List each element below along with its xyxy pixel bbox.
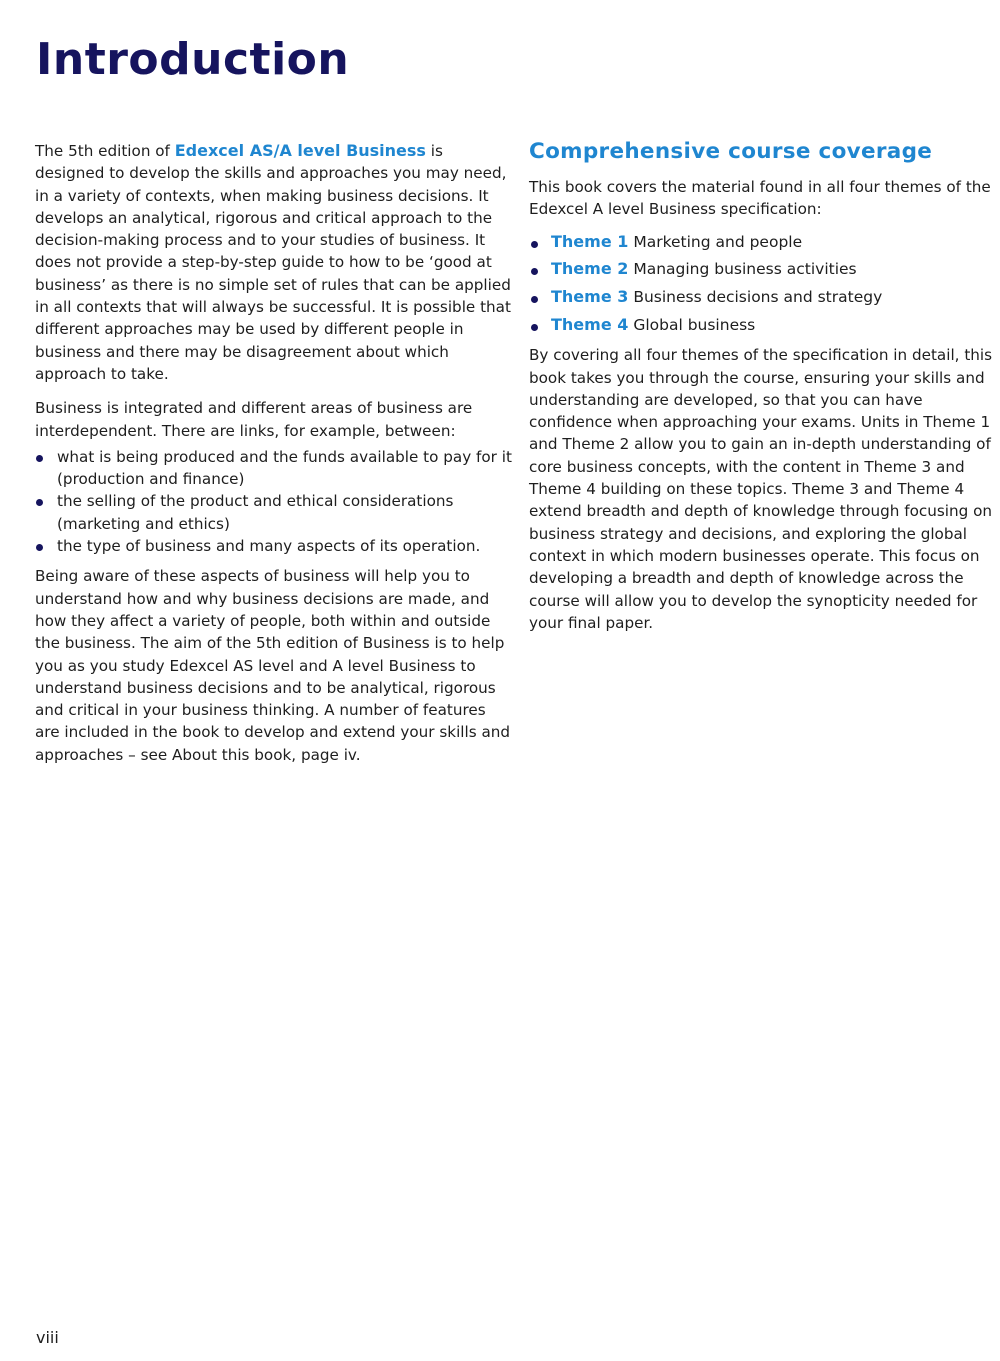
intro-suffix: is designed to develop the skills and approaches you may need, in a variety of contexts, when making business decisions. It develops an analytical, rigorous and critical approach to the decision-making process and to your studies of business. It does not provide a step-by-step guide to how to be ‘good at business’ as there is no simple set of rules that can be applied in all contexts that will always be successful. It is possible that different approaches may be used by different people in business and there may be disagreement about which approach to take. (35, 142, 511, 383)
theme-label: Theme 1 (551, 231, 629, 251)
page-title: Introduction (36, 34, 350, 85)
list-item-text: what is being produced and the funds available to pay for it (production and finance) (57, 447, 512, 489)
bullet-icon (531, 296, 538, 303)
links-paragraph: Business is integrated and different areas of business are interdependent. There are links, for example, between: (35, 399, 473, 440)
coverage-intro: This book covers the material found in all four themes of the Edexcel A level Business specification: (529, 178, 991, 219)
list-item-text: the selling of the product and ethical considerations (marketing and ethics) (57, 492, 454, 533)
theme-label: Theme 3 (551, 287, 629, 307)
list-item (35, 535, 513, 557)
links-list (35, 446, 513, 557)
theme-item-3 (529, 286, 1000, 308)
bullet-icon (531, 324, 538, 331)
theme-description: Managing business activities (633, 260, 857, 279)
theme-item-1 (529, 231, 1000, 253)
theme-item-2 (529, 258, 1000, 280)
theme-description: Business decisions and strategy (633, 288, 883, 307)
theme-label: Theme 4 (551, 314, 629, 334)
theme-item-4 (529, 314, 1000, 336)
right-column (529, 138, 1000, 646)
bullet-icon (36, 499, 43, 506)
bullet-icon (36, 455, 43, 462)
theme-description: Global business (633, 315, 756, 334)
list-item (35, 446, 513, 491)
intro-prefix: The 5th edition of (35, 142, 175, 160)
left-column (35, 140, 513, 778)
themes-list (529, 231, 1000, 337)
book-title: Edexcel AS/A level Business (174, 141, 426, 160)
intro-paragraph (35, 140, 513, 385)
bullet-icon (531, 241, 538, 248)
coverage-closing-paragraph: By covering all four themes of the specification in detail, this book takes you through the course, ensuring your skills and understanding are developed, so that you can have confidence when approaching your exams. Units in Theme 1 and Theme 2 allow you to gain an in-depth understanding of core business concepts, with the content in Theme 3 and Theme 4 building on these topics. Theme 3 and Theme 4 extend breadth and depth of knowledge through focusing on business strategy and decisions, and exploring the global context in which modern businesses operate. This focus on developing a breadth and depth of knowledge across the course will allow you to develop the synopticity needed for your final paper. (529, 346, 993, 632)
theme-description: Marketing and people (633, 232, 803, 251)
section-heading: Comprehensive course coverage (529, 139, 933, 164)
page-number: viii (36, 1328, 59, 1347)
list-item (35, 490, 513, 535)
bullet-icon (531, 268, 538, 275)
list-item-text: the type of business and many aspects of its operation. (57, 537, 481, 556)
bullet-icon (36, 544, 43, 551)
closing-paragraph: Being aware of these aspects of business will help you to understand how and why business decisions are made, and how they affect a variety of people, both within and outside the business. The aim of the 5th edition of Business is to help you as you study Edexcel AS level and A level Business to understand business decisions and to be analytical, rigorous and critical in your business thinking. A number of features are included in the book to develop and extend your skills and approaches – see About this book, page iv. (35, 567, 511, 764)
theme-label: Theme 2 (551, 259, 629, 279)
